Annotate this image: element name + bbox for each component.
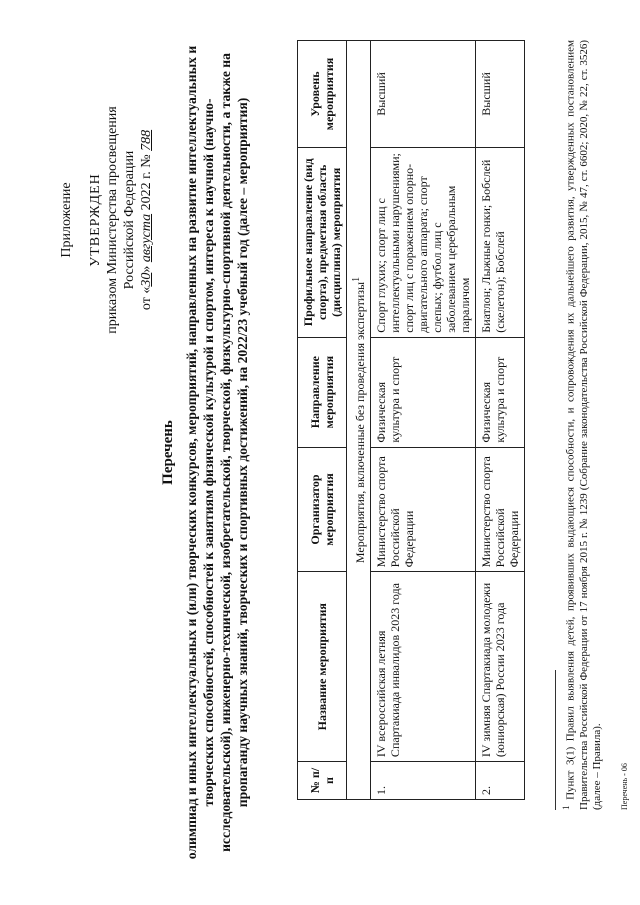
date-prefix: от « <box>139 286 154 311</box>
section-title: Мероприятия, включенные без проведения экспертизы <box>353 281 367 564</box>
row-level: Высший <box>371 41 476 148</box>
order-number: 788 <box>139 129 154 151</box>
header-name: Название мероприятия <box>298 572 347 762</box>
approved-label: УТВЕРЖДЕН <box>88 173 103 267</box>
header-profile: Профильное направление (вид спорта), предметная область (дисциплина) мероприятия <box>298 147 347 337</box>
header-direction: Направление мероприятия <box>298 337 347 447</box>
table-header-row <box>298 41 347 800</box>
section-row <box>347 41 371 800</box>
date-month: августа <box>139 213 154 263</box>
row-name: IV всероссийская летняя Спартакиада инвалидов 2023 года <box>371 572 476 762</box>
section-cell <box>347 41 371 800</box>
header-num: № п/п <box>298 762 347 800</box>
row-name: IV зимняя Спартакиада молодежи (юниорская) России 2023 года <box>476 572 525 762</box>
row-direction: Физическая культура и спорт <box>371 337 476 447</box>
events-table <box>297 40 525 800</box>
row-num: 2. <box>476 762 525 800</box>
row-num: 1. <box>371 762 476 800</box>
row-organizer: Министерство спорта Российской Федерации <box>371 447 476 572</box>
footnote-separator <box>555 670 556 810</box>
approval-line-1: приказом Министерства просвещения <box>105 106 120 334</box>
date-mid: » <box>139 262 154 273</box>
footnote-text: Пункт 3(1) Правил выявления детей, проявивших выдающиеся способности, и сопровождения их дальнейшего развития, утвержденных постановлением Правительства Российской Федерации от 17 ноября 2015 г. № 1239 (Собрание законодательства Российской Федерации, 2015, № 47, ст. 6602; 2020, № 22, ст. 3526) (далее – Правила). <box>564 40 603 810</box>
page-code: Перечень - 06 <box>620 763 629 810</box>
row-profile: Биатлон; Лыжные гонки; Бобслей (скелетон); Бобслей <box>476 147 525 337</box>
footnotes <box>555 40 604 810</box>
header-organizer: Организатор мероприятия <box>298 447 347 572</box>
header-level: Уровень мероприятия <box>298 41 347 148</box>
title-body: олимпиад и иных интеллектуальных и (или) творческих конкурсов, мероприятий, направленных на развитие интеллектуальных и творческих способностей, способностей к занятиям физической культурой и спортом, интереса к научной (научно-исследовательской), инженерно-технической, изобретательской, творческой, физкультурно-спортивной деятельности, а также на пропаганду научных знаний, творческих и спортивных достижений, на 2022/23 учебный год (далее – мероприятия) <box>184 45 250 860</box>
approval-block <box>58 70 155 370</box>
row-direction: Физическая культура и спорт <box>476 337 525 447</box>
row-level: Высший <box>476 41 525 148</box>
appendix-label: Приложение <box>59 182 74 258</box>
row-profile: Спорт глухих; спорт лиц с интеллектуальными нарушениями; спорт лиц с поражением опорно-двигательного аппарата; спорт слепых; футбол лиц с заболеванием церебральным параличом <box>371 147 476 337</box>
section-footnote-ref: 1 <box>351 276 362 282</box>
table-row <box>476 41 525 800</box>
approval-date-line <box>138 70 155 370</box>
document-title <box>160 40 251 865</box>
footnote-mark: 1 <box>561 805 571 810</box>
row-organizer: Министерство спорта Российской Федерации <box>476 447 525 572</box>
approval-line-2: Российской Федерации <box>122 150 137 290</box>
footnote-1 <box>560 40 604 810</box>
date-year: 2022 г. № <box>139 150 154 214</box>
date-day: 30 <box>139 272 154 287</box>
table-row <box>371 41 476 800</box>
title-heading: Перечень <box>160 420 176 485</box>
